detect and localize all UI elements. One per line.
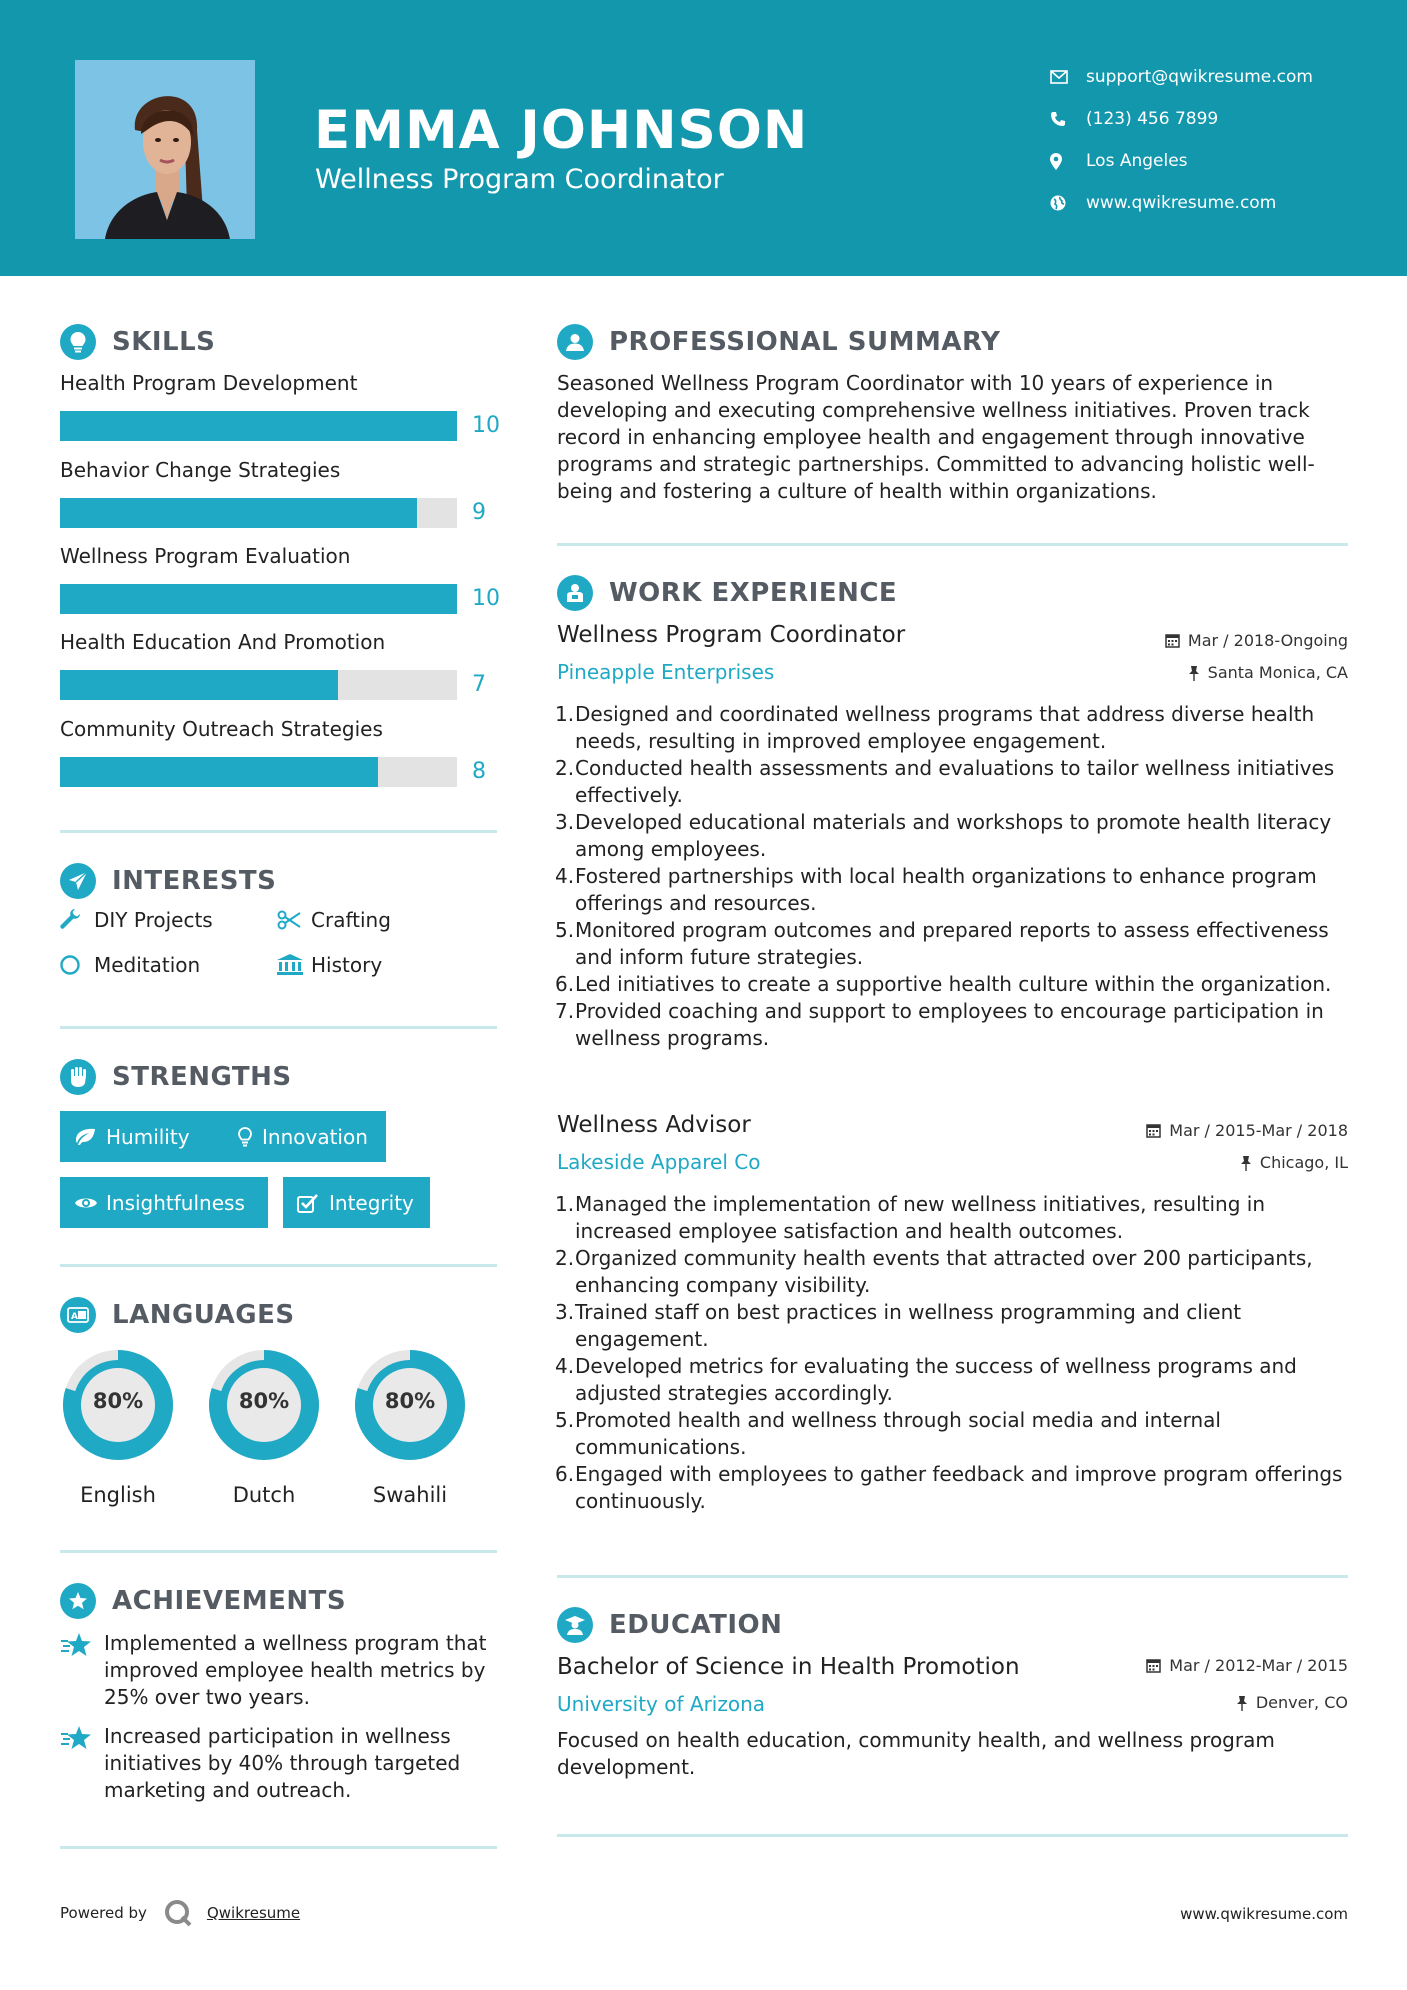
eye-icon: [74, 1195, 106, 1211]
checkbox-icon: [297, 1193, 329, 1213]
duty-item: Conducted health assessments and evaluations to tailor wellness initiatives effectively.: [575, 756, 1335, 807]
duty-item: Monitored program outcomes and prepared reports to assess effectiveness and inform future strategies.: [575, 918, 1329, 969]
skill-bar: [60, 411, 457, 441]
contact-phone[interactable]: (123) 456 7899: [1050, 98, 1380, 140]
lightbulb-icon: [60, 324, 96, 360]
strength-tag: Innovation: [224, 1111, 386, 1162]
strength-tag: Humility: [60, 1111, 224, 1162]
skill-name: Health Education And Promotion: [60, 630, 386, 654]
interest-item: DIY Projects: [60, 908, 213, 932]
duty-item: Provided coaching and support to employees to encourage participation in wellness programs.: [575, 999, 1324, 1050]
language-icon: [60, 1297, 96, 1333]
briefcase-user-icon: [557, 575, 593, 611]
divider: [60, 1846, 497, 1849]
job-location: Chicago, IL: [1240, 1153, 1348, 1172]
skill-name: Wellness Program Evaluation: [60, 544, 351, 568]
calendar-icon: [1165, 633, 1180, 648]
achievement-item: [60, 1630, 500, 1711]
fist-icon: [60, 1059, 96, 1095]
duty-item: Engaged with employees to gather feedback and improve program offerings continuously.: [575, 1462, 1343, 1513]
job-date: Mar / 2018-Ongoing: [1165, 631, 1348, 650]
user-icon: [557, 324, 593, 360]
company-name: Lakeside Apparel Co: [557, 1150, 761, 1174]
skill-name: Health Program Development: [60, 371, 358, 395]
language-name: English: [80, 1483, 156, 1507]
phone-icon: [1050, 111, 1086, 127]
skill-item: [60, 371, 500, 441]
duty-item: Developed educational materials and workshops to promote health literacy among employees.: [575, 810, 1332, 861]
museum-icon: [277, 954, 311, 976]
contact-location: Los Angeles: [1050, 140, 1380, 182]
language-item: [56, 1343, 180, 1507]
divider: [60, 830, 497, 833]
skill-value: 10: [472, 413, 500, 438]
pushpin-icon: [1188, 665, 1200, 681]
skill-item: [60, 458, 500, 528]
duty-item: Designed and coordinated wellness programs that address diverse health needs, resulting in improved employee engagement.: [575, 702, 1315, 753]
star-badge-icon: [60, 1583, 96, 1619]
qwikresume-link[interactable]: Qwikresume: [206, 1904, 301, 1922]
job-duties: [557, 1191, 1352, 1515]
scissors-icon: [277, 910, 311, 930]
skill-bar-fill: [60, 757, 378, 787]
summary-text: Seasoned Wellness Program Coordinator with 10 years of experience in developing and executing comprehensive wellness initiatives. Proven track record in enhancing employee health and engagement through innovative programs and strategic partnerships. Committed to advancing holistic well-being and fostering a culture of health within organizations.: [557, 371, 1315, 503]
summary-heading: PROFESSIONAL SUMMARY: [557, 324, 1000, 360]
skill-bar-fill: [60, 411, 457, 441]
footer-powered-by: Powered by Qwikresume: [60, 1898, 300, 1928]
language-percent: 80%: [92, 1389, 144, 1413]
education-heading: EDUCATION: [557, 1607, 782, 1643]
skill-name: Behavior Change Strategies: [60, 458, 341, 482]
job-location: Santa Monica, CA: [1188, 663, 1348, 682]
skills-heading: SKILLS: [60, 324, 215, 360]
graduate-icon: [557, 1607, 593, 1643]
wrench-icon: [60, 909, 94, 931]
candidate-title: Wellness Program Coordinator: [315, 164, 724, 195]
mail-icon: [1050, 70, 1086, 84]
skill-value: 9: [472, 500, 486, 525]
strength-tag: Insightfulness: [60, 1177, 268, 1228]
divider: [557, 543, 1348, 546]
skill-bar-fill: [60, 584, 457, 614]
duty-item: Trained staff on best practices in wellness programming and client engagement.: [575, 1300, 1242, 1351]
duty-item: Led initiatives to create a supportive health culture within the organization.: [575, 972, 1332, 996]
divider: [60, 1264, 497, 1267]
achievement-text: Increased participation in wellness initiatives by 40% through targeted marketing and outreach.: [104, 1724, 461, 1802]
achievements-heading: ACHIEVEMENTS: [60, 1583, 346, 1619]
location-pin-icon: [1050, 153, 1086, 170]
contact-list: [1050, 56, 1380, 224]
education-description: Focused on health education, community health, and wellness program development.: [557, 1728, 1275, 1779]
language-name: Dutch: [232, 1483, 296, 1507]
duty-item: Promoted health and wellness through social media and internal communications.: [575, 1408, 1221, 1459]
skill-item: [60, 630, 500, 700]
achievement-text: Implemented a wellness program that improved employee health metrics by 25% over two years.: [104, 1631, 487, 1709]
profile-photo: [75, 60, 255, 239]
skill-name: Community Outreach Strategies: [60, 717, 383, 741]
interest-item: History: [277, 953, 382, 977]
skill-bar: [60, 498, 457, 528]
skill-value: 10: [472, 586, 500, 611]
divider: [557, 1834, 1348, 1837]
paper-plane-icon: [60, 863, 96, 899]
contact-website[interactable]: www.qwikresume.com: [1050, 182, 1380, 224]
pushpin-icon: [1236, 1695, 1248, 1711]
qwikresume-logo-icon: [163, 1898, 193, 1928]
leaf-icon: [74, 1128, 106, 1146]
duty-item: Developed metrics for evaluating the success of wellness programs and adjusted strategies accordingly.: [575, 1354, 1297, 1405]
language-item: [202, 1343, 326, 1507]
duty-item: Fostered partnerships with local health organizations to enhance program offerings and resources.: [575, 864, 1317, 915]
skill-bar-fill: [60, 670, 338, 700]
language-percent: 80%: [384, 1389, 436, 1413]
job-date: Mar / 2015-Mar / 2018: [1146, 1121, 1348, 1140]
skill-bar: [60, 584, 457, 614]
duty-item: Organized community health events that attracted over 200 participants, enhancing company visibility.: [575, 1246, 1313, 1297]
strengths-heading: STRENGTHS: [60, 1059, 292, 1095]
lightbulb-icon: [238, 1127, 262, 1147]
skill-bar: [60, 757, 457, 787]
divider: [60, 1550, 497, 1553]
degree-title: Bachelor of Science in Health Promotion: [557, 1654, 1020, 1680]
experience-heading: WORK EXPERIENCE: [557, 575, 897, 611]
contact-email[interactable]: support@qwikresume.com: [1050, 56, 1380, 98]
language-item: [348, 1343, 472, 1507]
skill-value: 7: [472, 672, 486, 697]
education-location: Denver, CO: [1236, 1693, 1348, 1712]
education-date: Mar / 2012-Mar / 2015: [1146, 1656, 1348, 1675]
language-name: Swahili: [372, 1483, 448, 1507]
star-icon: [60, 1630, 104, 1711]
globe-icon: [1050, 195, 1086, 211]
skill-item: [60, 544, 500, 614]
skill-bar-fill: [60, 498, 417, 528]
star-icon: [60, 1723, 104, 1804]
candidate-name: EMMA JOHNSON: [314, 100, 809, 161]
job-title: Wellness Program Coordinator: [557, 622, 906, 648]
company-name: Pineapple Enterprises: [557, 660, 775, 684]
footer-url[interactable]: www.qwikresume.com: [1180, 1905, 1348, 1923]
language-percent: 80%: [238, 1389, 290, 1413]
school-name: University of Arizona: [557, 1692, 766, 1716]
divider: [557, 1575, 1348, 1578]
calendar-icon: [1146, 1123, 1161, 1138]
job-duties: [557, 701, 1352, 1052]
skill-bar: [60, 670, 457, 700]
achievement-item: [60, 1723, 500, 1804]
duty-item: Managed the implementation of new wellness initiatives, resulting in increased employee satisfaction and health outcomes.: [575, 1192, 1265, 1243]
languages-heading: A LANGUAGES: [60, 1297, 295, 1333]
circle-icon: [60, 954, 94, 976]
calendar-icon: [1146, 1658, 1161, 1673]
interest-item: Crafting: [277, 908, 391, 932]
skill-item: [60, 717, 500, 787]
skill-value: 8: [472, 759, 486, 784]
interests-heading: INTERESTS: [60, 863, 276, 899]
svg-text:A: A: [71, 1312, 79, 1322]
job-title: Wellness Advisor: [557, 1112, 751, 1138]
divider: [60, 1026, 497, 1029]
resume-header: [0, 0, 1407, 276]
pushpin-icon: [1240, 1155, 1252, 1171]
interest-item: Meditation: [60, 953, 200, 977]
strength-tag: Integrity: [283, 1177, 430, 1228]
